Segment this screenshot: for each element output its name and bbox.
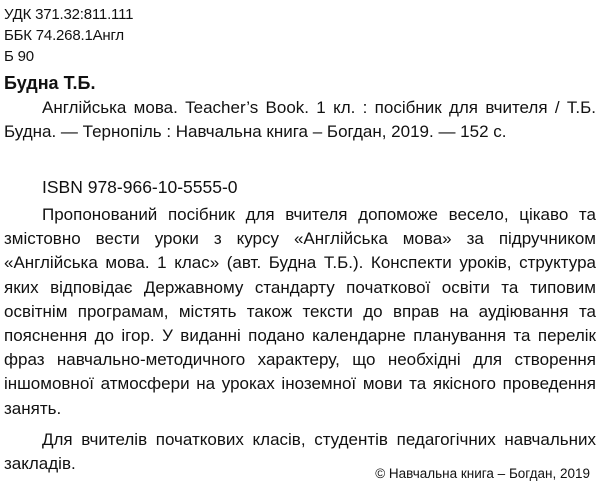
annotation-paragraph: Пропонований посібник для вчителя допоможе весело, цікаво та змістовно вести уроки з курсу «Англійська мова» за підручником «Англійська мова. 1 клас» (авт. Будна Т.Б.). Конспекти уроків, структура яких відповідає Державному стандарту початкової освіти та типовим освітнім програмам, містять також тексти до вправ на аудіювання та пояснення до ігор. У виданні подано календарне планування та перелік фраз навчально-методичного характеру, що необхідні для створення іншомовної атмосфери на уроках іноземної мови та якісного проведення занять. <box>4 205 596 418</box>
copyright-notice: © Навчальна книга – Богдан, 2019 <box>375 466 590 481</box>
audience-paragraph: Для вчителів початкових класів, студентів педагогічних навчальних закладів. <box>4 430 596 474</box>
author-mark: Б 90 <box>4 48 34 65</box>
bibliographic-entry: Англійська мова. Teacher’s Book. 1 кл. : посібник для вчителя / Т.Б. Будна. — Тернопіль : Навчальна книга – Богдан, 2019. — 152 с. <box>4 98 596 141</box>
udk-code: УДК 371.32:811.111 <box>4 6 134 23</box>
bbk-code: ББК 74.268.1Англ <box>4 27 124 44</box>
isbn-number: ISBN 978-966-10-5555-0 <box>42 177 238 197</box>
author-name: Будна Т.Б. <box>4 73 96 93</box>
